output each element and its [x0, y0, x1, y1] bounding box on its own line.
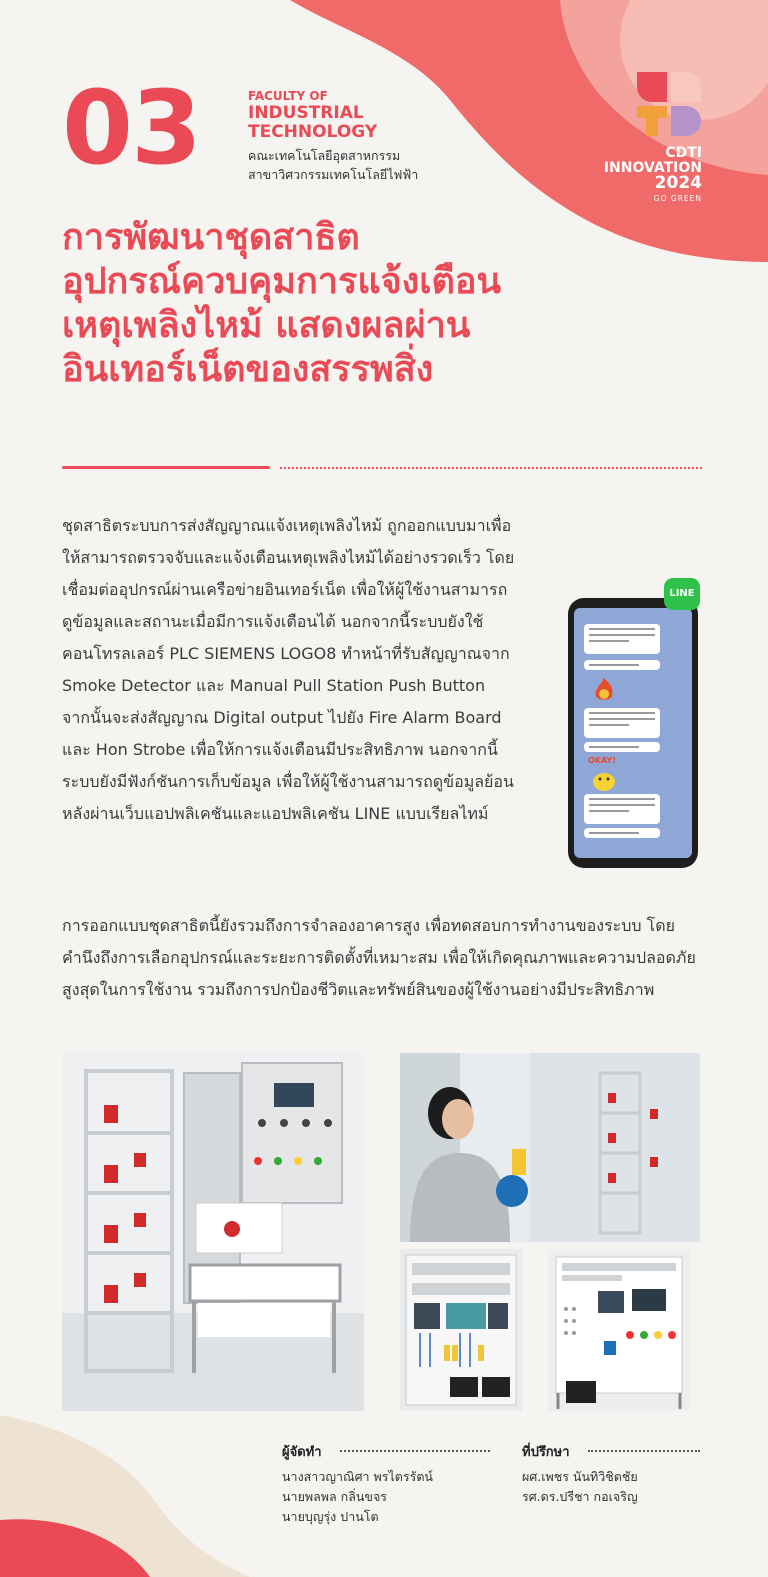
demo-rig-illustration — [62, 1053, 364, 1411]
operator-testing-illustration — [400, 1053, 700, 1242]
department-name-thai: สาขาวิศวกรรมเทคโนโลยีไฟฟ้า — [248, 166, 419, 182]
advisors-dots — [588, 1450, 700, 1452]
cdti-logo-icon — [637, 72, 701, 136]
article-title — [62, 216, 712, 392]
chat-bubble — [584, 624, 660, 654]
fire-sticker-icon — [590, 676, 618, 702]
photo-operator-testing — [400, 1053, 700, 1242]
line-chat-screen — [574, 608, 692, 858]
title-line: เหตุเพลิงไหม้ แสดงผลผ่าน — [62, 304, 471, 346]
advisor-name: ผศ.เพชร นันทิวิชิตชัย — [522, 1469, 638, 1484]
title-line: อินเทอร์เน็ตของสรรพสิ่ง — [62, 348, 434, 390]
chat-bubble — [584, 660, 660, 670]
advisor-name: รศ.ดร.ปรีชา กอเจริญ — [522, 1489, 638, 1504]
faculty-small-label: FACULTY OF — [248, 89, 328, 103]
body-paragraph-2: การออกแบบชุดสาธิตนี้ยังรวมถึงการจำลองอาคารสูง เพื่อทดสอบการทำงานของระบบ โดยคำนึงถึงการเลือกอุปกรณ์และระยะการติดตั้งที่เหมาะสม เพื่อให้เกิดคุณภาพและความปลอดภัยสูงสุดในการใช้งาน รวมถึงการปกป้องชีวิตและทรัพย์สินของผู้ใช้งานอย่างมีประสิทธิภาพ — [62, 916, 696, 999]
event-year: 2024 — [654, 173, 702, 194]
makers-dots — [340, 1450, 490, 1452]
okay-sticker: OKAY! — [588, 756, 616, 765]
maker-name: นายพลพล กลิ่นขจร — [282, 1489, 388, 1504]
maker-name: นางสาวญาณิศา พรไตรรัตน์ — [282, 1469, 433, 1484]
event-name-line2: INNOVATION — [603, 159, 702, 176]
event-name-line1: CDTI — [665, 145, 702, 161]
photo-demo-rig — [62, 1053, 364, 1411]
divider-dots — [280, 467, 702, 469]
plc-wiring-illustration — [400, 1249, 522, 1411]
event-tagline: GO GREEN — [653, 194, 702, 204]
makers-heading: ผู้จัดทำ — [282, 1445, 322, 1460]
body-paragraph-1: ชุดสาธิตระบบการส่งสัญญาณแจ้งเหตุเพลิงไหม้ ถูกออกแบบมาเพื่อให้สามารถตรวจจับและแจ้งเตือนเหตุเพลิงไหม้ได้อย่างรวดเร็ว โดยเชื่อมต่ออุปกรณ์ผ่านเครือข่ายอินเทอร์เน็ต เพื่อให้ผู้ใช้งานสามารถดูข้อมูลและสถานะเมื่อมีการแจ้งเตือนได้ นอกจากนี้ระบบยังใช้คอนโทรลเลอร์ PLC SIEMENS LOGO8 ทำหน้าที่รับสัญญาณจาก Smoke Detector และ Manual Pull Station Push Button จากนั้นจะส่งสัญญาณ Digital output ไปยัง Fire Alarm Board และ Hon Strobe เพื่อให้การแจ้งเตือนมีประสิทธิภาพ นอกจากนี้ ระบบยังมีฟังก์ชันการเก็บข้อมูล เพื่อให้ผู้ใช้งานสามารถดูข้อมูลย้อนหลังผ่านเว็บแอปพลิเคชันและแอปพลิเคชัน LINE แบบเรียลไทม์ — [62, 516, 515, 823]
faculty-block — [248, 90, 418, 184]
maker-name: นายบุญรุ่ง ปานโต — [282, 1509, 379, 1524]
chat-bubble — [584, 828, 660, 838]
photo-plc-wiring — [400, 1249, 522, 1411]
chat-bubble — [584, 794, 660, 824]
faculty-name-line1: INDUSTRIAL — [248, 102, 364, 123]
divider-solid — [62, 466, 270, 469]
phone-mockup — [568, 598, 698, 868]
title-line: อุปกรณ์ควบคุมการแจ้งเตือน — [62, 260, 502, 302]
makers-list — [282, 1467, 433, 1527]
event-badge — [590, 146, 702, 203]
title-divider — [62, 466, 702, 470]
faculty-name-thai: คณะเทคโนโลยีอุตสาหกรรม — [248, 147, 401, 163]
title-line: การพัฒนาชุดสาธิต — [62, 217, 360, 258]
article-number: 03 — [62, 69, 200, 188]
advisors-list — [522, 1467, 638, 1507]
chat-bubble — [584, 742, 660, 752]
photo-control-panel — [548, 1249, 690, 1411]
faculty-name-line2: TECHNOLOGY — [248, 122, 378, 143]
line-app-icon: LINE — [664, 578, 700, 610]
chat-bubble — [584, 708, 660, 738]
advisors-heading: ที่ปรึกษา — [522, 1445, 570, 1460]
control-panel-illustration — [548, 1249, 690, 1411]
duck-sticker-icon — [590, 766, 618, 792]
